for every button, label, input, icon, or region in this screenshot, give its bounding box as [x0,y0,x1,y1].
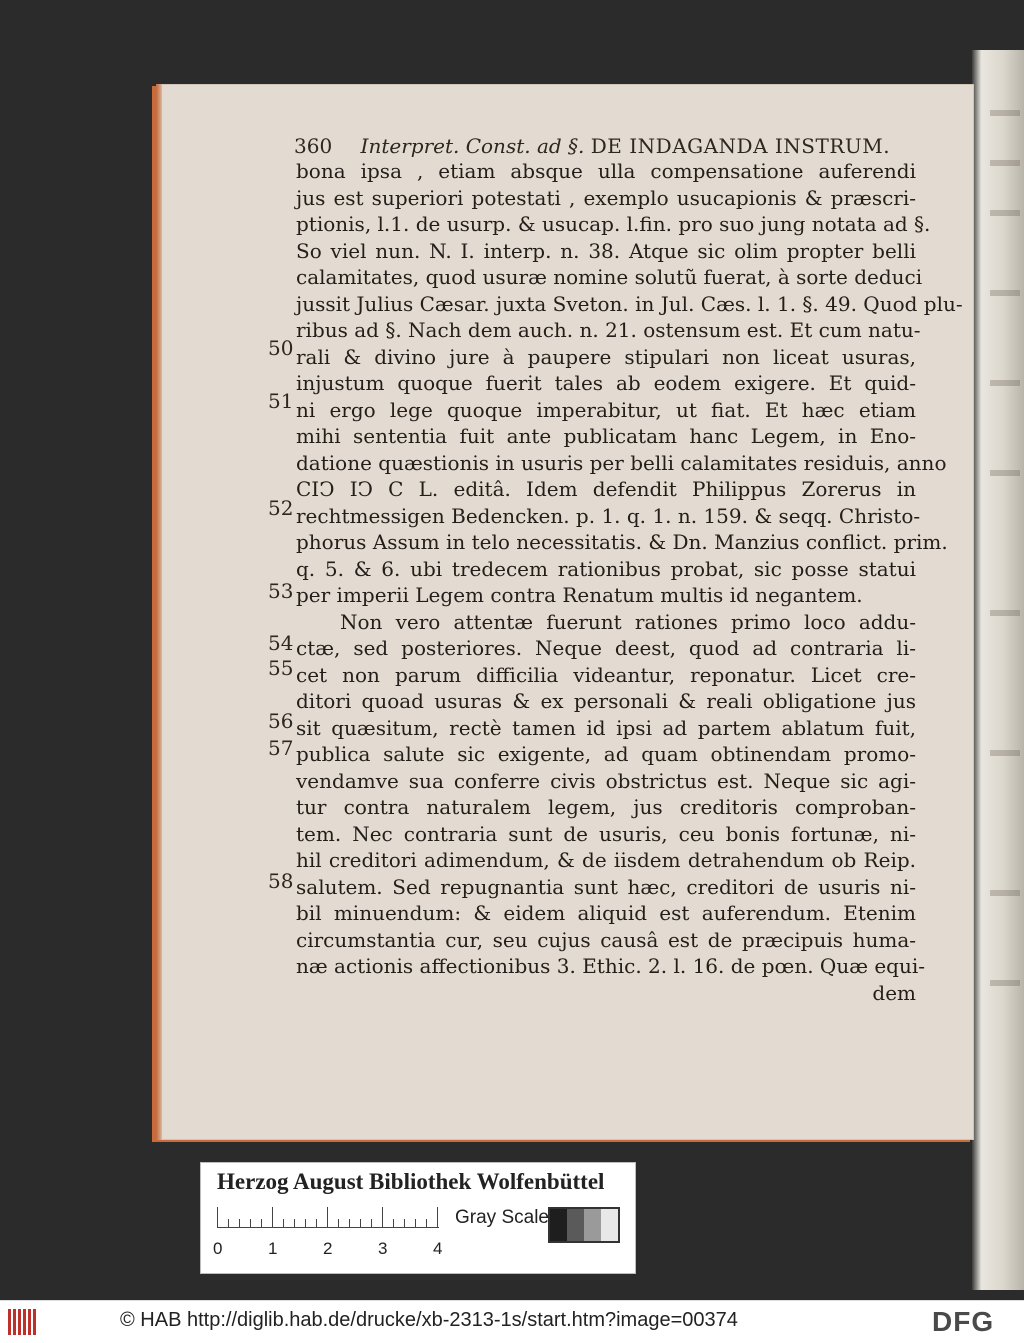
library-scale-label [200,1162,636,1274]
scale-number: 0 [213,1239,223,1258]
gray-swatch [584,1209,601,1241]
text-line: jus est superiori potestati , exemplo usucapionis & præscri- [296,185,916,210]
text-line: cet non parum difficilia videantur, reponatur. Licet cre- [296,662,916,687]
text-line: hil creditori adimendum, & de iisdem detrahendum ob Reip. [296,848,916,872]
margin-number: 52 [268,496,294,520]
text-line: injustum quoque fuerit tales ab eodem exigere. Et quid- [296,371,916,395]
text-line: tem. Nec contraria sunt de usuris, ceu bonis fortunæ, ni- [296,821,916,846]
text-line: ptionis, l.1. de usurp. & usucap. l.fin. pro suo jung notata ad §. [296,212,931,236]
text-line: ribus ad §. Nach dem auch. n. 21. ostensum est. Et cum natu- [296,318,921,342]
dfg-logo: DFG [932,1306,995,1337]
scale-number: 1 [268,1239,278,1258]
running-header [294,134,894,158]
scale-number: 4 [433,1239,443,1258]
text-line: per imperii Legem contra Renatum multis id negantem. [296,583,863,607]
library-name: Herzog August Bibliothek Wolfenbüttel [217,1169,605,1194]
header-title: Interpret. Const. ad §. [360,134,585,158]
margin-number: 54 [268,631,294,655]
text-line: publica salute sic exigente, ad quam obtinendam promo- [296,742,916,766]
scale-ruler [217,1207,439,1228]
margin-number: 50 [268,336,294,360]
text-line: næ actionis affectionibus 3. Ethic. 2. l. 16. de pœn. Quæ equi- [296,954,926,978]
text-line: bona ipsa , etiam absque ulla compensatione auferendi [296,159,916,183]
scale-number: 2 [323,1239,333,1258]
scanned-page [156,84,974,1140]
text-line: ni ergo lege quoque imperabitur, ut fiat. Et hæc etiam [296,397,916,422]
adjacent-page-edge [972,50,1024,1290]
text-line: ctæ, sed posteriores. Neque deest, quod ad contraria li- [296,636,916,660]
text-line: jussit Julius Cæsar. juxta Sveton. in Jul. Cæs. l. 1. §. 49. Quod plu- [296,291,963,316]
footer-bar [0,1300,1024,1343]
margin-number: 53 [268,579,294,603]
gray-scale-swatches [548,1207,620,1243]
text-line: q. 5. & 6. ubi tredecem rationibus probat, sic posse statui [296,556,916,581]
text-line: rali & divino jure à paupere stipulari non liceat usuras, [296,344,916,369]
text-line: rechtmessigen Bedencken. p. 1. q. 1. n. 159. & seqq. Christo- [296,503,921,528]
text-line: So viel nun. N. I. interp. n. 38. Atque sic olim propter belli [296,238,916,263]
gray-swatch [550,1209,567,1241]
body-text [296,158,963,1006]
text-line: ditori quoad usuras & ex personali & reali obligatione jus [296,689,916,713]
text-line: sit quæsitum, rectè tamen id ipsi ad partem ablatum fuit, [296,715,916,740]
text-line: CIↃ IↃ C L. editâ. Idem defendit Philippus Zorerus in [296,477,916,501]
gray-swatch [601,1209,618,1241]
text-line: circumstantia cur, seu cujus causâ est de præcipuis huma- [296,927,916,952]
page-number: 360 [294,134,333,158]
text-line: salutem. Sed repugnantia sunt hæc, creditori de usuris ni- [296,874,916,899]
text-line: tur contra naturalem legem, jus creditoris comproban- [296,795,916,819]
text-line: phorus Assum in telo necessitatis. & Dn. Manzius conflict. prim. [296,530,948,554]
margin-number: 55 [268,656,294,680]
scale-number: 3 [378,1239,388,1258]
margin-number: 51 [268,389,294,413]
footer-citation-link[interactable]: © HAB http://diglib.hab.de/drucke/xb-2313-1s/start.htm?image=00374 [120,1309,738,1331]
text-line: datione quæstionis in usuris per belli calamitates residuis, anno [296,450,947,475]
gray-swatch [567,1209,584,1241]
text-line: Non vero attentæ fuerunt rationes primo loco addu- [340,609,916,634]
text-line: bil minuendum: & eidem aliquid est auferendum. Etenim [296,901,916,925]
text-line: calamitates, quod usuræ nomine solutũ fuerat, à sorte deduci [296,265,923,289]
header-title-caps: DE INDAGANDA INSTRUM. [590,134,891,158]
hab-logo-icon [8,1309,38,1335]
text-line: mihi sententia fuit ante publicatam hanc Legem, in Eno- [296,424,916,448]
margin-number: 56 [268,709,294,733]
catchword: dem [872,980,916,1005]
margin-number: 57 [268,736,294,760]
text-line: vendamve sua conferre civis obstrictus est. Neque sic agi- [296,768,916,793]
gray-scale-label: Gray Scale [455,1207,549,1228]
margin-number: 58 [268,869,294,893]
